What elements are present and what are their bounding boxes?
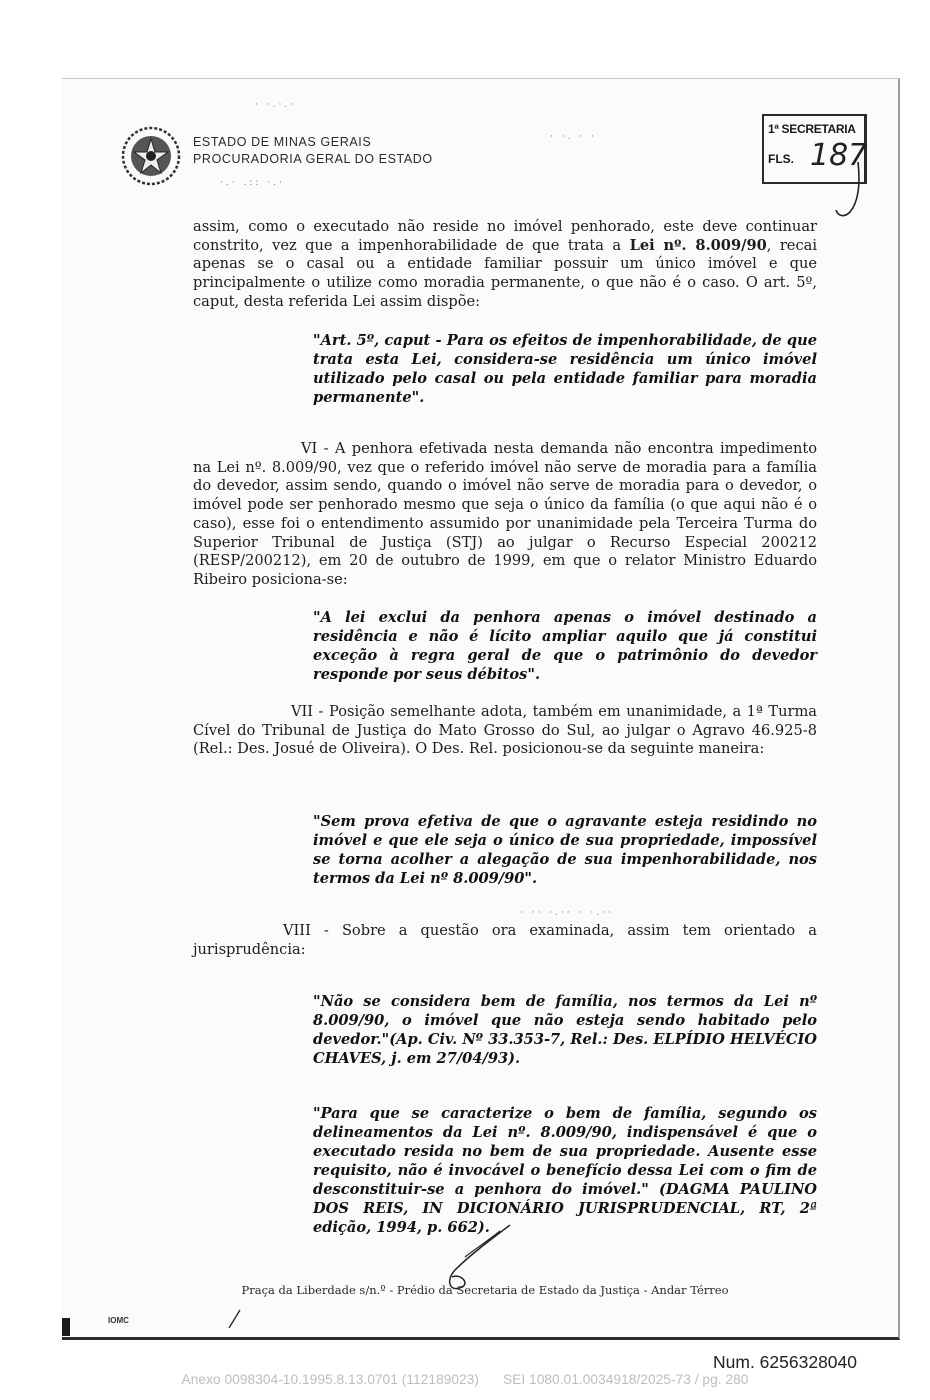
stamp-fls-label: FLS. (768, 152, 794, 166)
scan-noise: · ·. · · (550, 132, 597, 142)
paragraph-1 (193, 218, 817, 312)
law-reference: Lei nº. 8.009/90 (629, 236, 767, 254)
paragraph-1-text-a: assim, como o executado não reside no imóvel penhorado, este deve continuar constrito, vez que a impenhorabilidade de que trata a (193, 218, 817, 254)
sei-reference: SEI 1080.01.0034918/2025-73 / pg. 280 (502, 1372, 749, 1387)
printer-mark: IOMC (108, 1316, 129, 1325)
scan-noise: · ·· ·.·· · ·.·· (520, 908, 614, 918)
stamp-secretaria: 1ª SECRETARIA (768, 122, 856, 136)
scan-edge-mark (62, 1318, 70, 1336)
letterhead-state: ESTADO DE MINAS GERAIS (193, 135, 372, 149)
paragraph-viii-text: VIII - Sobre a questão ora examinada, assim tem orientado a jurisprudência: (193, 922, 817, 958)
stamp-initials-icon (830, 160, 870, 220)
quote-tjms: "Sem prova efetiva de que o agravante esteja residindo no imóvel e que ele seja o único de sua propriedade, impossível se torna acolher a alegação de sua impenhorabilidade, nos termos da Lei nº 8.009/90". (313, 813, 817, 887)
paragraph-vii-text: VII - Posição semelhante adota, também em unanimidade, a 1ª Turma Cível do Tribunal de Justiça do Mato Grosso do Sul, ao julgar o Agravo 46.925-8 (Rel.: Des. Josué de Oliveira). O Des. Rel. posicionou-se da seguinte maneira: (193, 703, 817, 758)
paragraph-1-text-b: , recai apenas se o casal ou a entidade familiar possuir um único imóvel e que principalmente o utilize como moradia permanente, o que não é o caso. O art. 5º, caput, desta referida Lei assim dispõe: (193, 236, 817, 310)
pen-stroke-icon (225, 1308, 245, 1330)
annex-id: Anexo 0098304-10.1995.8.13.0701 (112189023) (181, 1372, 479, 1387)
stamp-page-number: 187 (810, 138, 868, 173)
quote-jurisprudence-1: "Não se considera bem de família, nos termos da Lei nº 8.009/90, o imóvel que não esteja sendo habitado pelo devedor."(Ap. Civ. Nº 33.353-7, Rel.: Des. ELPÍDIO HELVÉCIO CHAVES, j. em 27/04/93). (313, 993, 817, 1067)
paragraph-vi-text: VI - A penhora efetivada nesta demanda não encontra impedimento na Lei nº. 8.009/90, vez que o referido imóvel não serve de moradia para a família do devedor, assim sendo, quando o imóvel não serve de moradia para o devedor, o imóvel pode ser penhorado mesmo que seja o único da família (o que aqui não é o caso), esse foi o entendimento assumido por unanimidade pela Terceira Turma do Superior Tribunal de Justiça (STJ) ao julgar o Recurso Especial 200212 (RESP/200212), em 20 de outubro de 1999, em que o relator Ministro Eduardo Ribeiro posiciona-se: (193, 440, 817, 588)
paragraph-vii (193, 703, 817, 759)
document-number: Num. 6256328040 (713, 1352, 857, 1372)
footer-address: Praça da Liberdade s/n.º - Prédio da Secretaria de Estado da Justiça - Andar Térreo (241, 1283, 729, 1297)
quote-jurisprudence-2: "Para que se caracterize o bem de família, segundo os delineamentos da Lei nº. 8.009/90, indispensável é que o executado resida no bem de sua propriedade. Ausente esse requisito, não é invocável o benefício dessa Lei com o fim de desconstituir-se a penhora do imóvel." (DAGMA PAULINO DOS REIS, IN DICIONÁRIO JURISPRUDENCIAL, RT, 2ª edição, 1994, p. 662). (313, 1105, 817, 1236)
annex-reference (0, 1372, 930, 1387)
letterhead-agency: PROCURADORIA GERAL DO ESTADO (193, 152, 433, 166)
scan-noise: · ·.·.· (255, 100, 297, 110)
paragraph-viii (193, 922, 817, 959)
scan-noise: ·.· .:: ·.· (220, 178, 285, 188)
quote-stj: "A lei exclui da penhora apenas o imóvel destinado a residência e não é lícito ampliar aquilo que já constitui exceção à regra geral de que o patrimônio do devedor responde por seus débitos". (313, 609, 817, 683)
page-footer (0, 1283, 930, 1297)
coat-of-arms-icon (120, 125, 182, 187)
paragraph-vi (193, 440, 817, 590)
letterhead (193, 134, 433, 168)
quote-art-5: "Art. 5º, caput - Para os efeitos de impenhorabilidade, de que trata esta Lei, considera-se residência um único imóvel utilizado pelo casal ou pela entidade familiar para moradia permanente". (313, 332, 817, 406)
